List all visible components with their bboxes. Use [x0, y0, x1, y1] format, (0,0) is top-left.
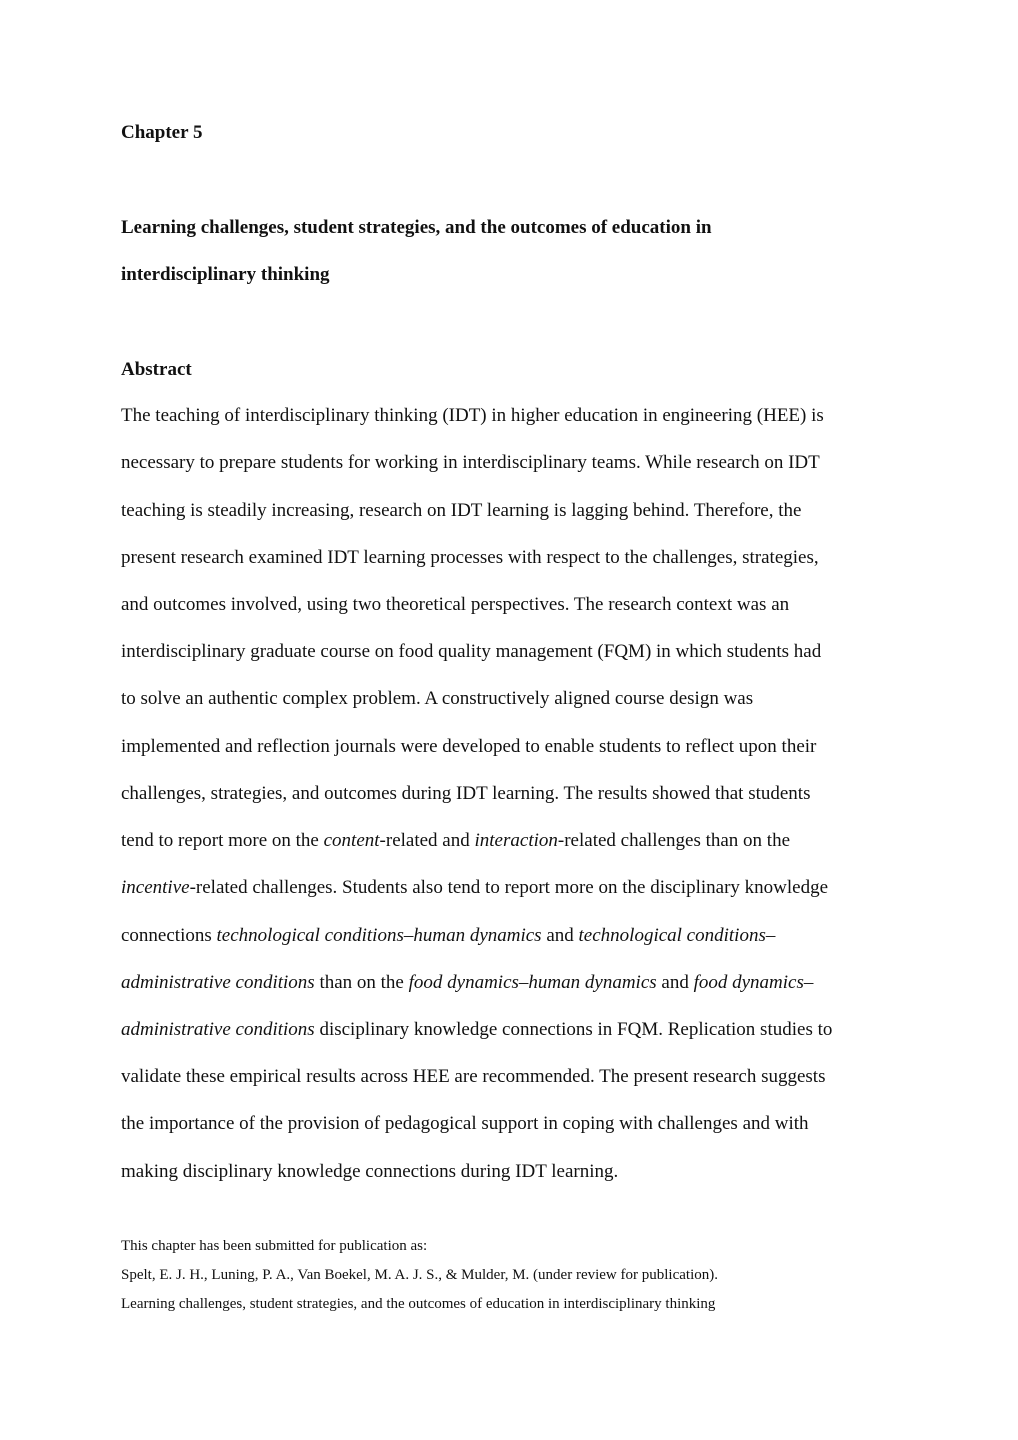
- emphasis-text: administrative conditions: [121, 1019, 315, 1040]
- abstract-line: necessary to prepare students for working in interdisciplinary teams. While research on IDT: [121, 452, 820, 473]
- footnote-line: This chapter has been submitted for publication as:: [121, 1238, 428, 1254]
- emphasis-text: administrative conditions: [121, 972, 315, 993]
- abstract-line: teaching is steadily increasing, research on IDT learning is lagging behind. Therefore, the: [121, 500, 802, 521]
- emphasis-text: technological conditions–human dynamics: [216, 925, 542, 946]
- abstract-line: The teaching of interdisciplinary thinking (IDT) in higher education in engineering (HEE) is: [121, 405, 824, 426]
- emphasis-text: content: [323, 830, 380, 851]
- chapter-title-line-2: interdisciplinary thinking: [121, 264, 330, 285]
- emphasis-text: technological conditions–: [578, 925, 776, 946]
- emphasis-text: interaction: [474, 830, 558, 851]
- emphasis-text: food dynamics–: [693, 972, 814, 993]
- abstract-line: the importance of the provision of pedagogical support in coping with challenges and with: [121, 1113, 809, 1134]
- chapter-label: Chapter 5: [121, 122, 203, 143]
- abstract-line: tend to report more on the content-related and interaction-related challenges than on the: [121, 830, 791, 851]
- abstract-line: to solve an authentic complex problem. A constructively aligned course design was: [121, 688, 754, 709]
- chapter-title-line-1: Learning challenges, student strategies, and the outcomes of education in: [121, 217, 712, 238]
- abstract-line: administrative conditions disciplinary knowledge connections in FQM. Replication studies to: [121, 1019, 833, 1040]
- footnote-line: Learning challenges, student strategies, and the outcomes of education in interdisciplinary thinking: [121, 1296, 716, 1312]
- footnote-line: Spelt, E. J. H., Luning, P. A., Van Boekel, M. A. J. S., & Mulder, M. (under review for publication).: [121, 1267, 718, 1283]
- abstract-line: and outcomes involved, using two theoretical perspectives. The research context was an: [121, 594, 790, 615]
- abstract-line: incentive-related challenges. Students also tend to report more on the disciplinary knowledge: [121, 877, 829, 898]
- abstract-line: making disciplinary knowledge connections during IDT learning.: [121, 1161, 619, 1182]
- emphasis-text: incentive: [121, 877, 190, 898]
- abstract-line: challenges, strategies, and outcomes during IDT learning. The results showed that students: [121, 783, 811, 804]
- abstract-heading: Abstract: [121, 359, 192, 380]
- abstract-line: present research examined IDT learning processes with respect to the challenges, strategies,: [121, 547, 819, 568]
- abstract-line: implemented and reflection journals were developed to enable students to reflect upon their: [121, 736, 817, 757]
- abstract-line: connections technological conditions–human dynamics and technological conditions–: [121, 925, 776, 946]
- abstract-line: administrative conditions than on the food dynamics–human dynamics and food dynamics–: [121, 972, 814, 993]
- emphasis-text: food dynamics–human dynamics: [408, 972, 657, 993]
- abstract-line: validate these empirical results across HEE are recommended. The present research suggests: [121, 1066, 826, 1087]
- abstract-line: interdisciplinary graduate course on food quality management (FQM) in which students had: [121, 641, 822, 662]
